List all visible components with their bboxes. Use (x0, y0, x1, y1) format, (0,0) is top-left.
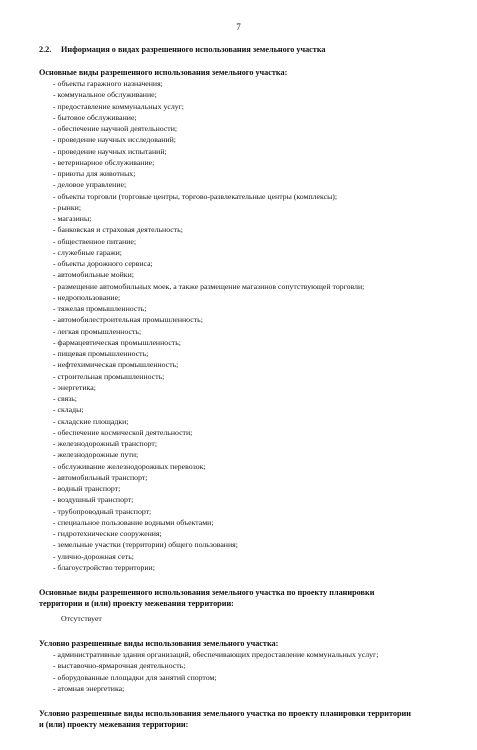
list-item: - рынки; (53, 202, 81, 212)
list-item: - атомная энергетика; (53, 683, 125, 693)
conditional-uses-list (39, 649, 451, 694)
list-item: - автомобильный транспорт; (53, 472, 148, 482)
list-item: - банковская и страховая деятельность; (53, 225, 183, 235)
list-item: - автомобильные мойки; (53, 270, 134, 280)
section-heading (39, 44, 451, 55)
list-item: - приюты для животных; (53, 169, 136, 178)
conditional-uses-heading: Условно разрешенные виды использования земельного участка: (39, 639, 279, 648)
list-item: - служебные гаражи; (53, 247, 122, 257)
list-item: - строительная промышленность; (53, 371, 165, 381)
section-title: Информация о видах разрешенного использования земельного участка (61, 45, 326, 54)
list-item: - объекты гаражного назначения; (53, 79, 163, 88)
list-item: - легкая промышленность; (53, 326, 142, 336)
list-item: - предоставление коммунальных услуг; (53, 101, 184, 111)
main-uses-plan-heading-line2: территории и (или) проекту межевания территории: (39, 599, 234, 608)
list-item: - земельные участки (территории) общего пользования; (53, 540, 238, 550)
list-item: - проведение научных испытаний; (53, 146, 167, 156)
list-item: - проведение научных исследований; (53, 135, 176, 145)
list-item: - железнодорожные пути; (53, 450, 139, 460)
list-item: - объекты дорожного сервиса; (53, 259, 153, 268)
list-item: - нефтехимическая промышленность; (53, 360, 179, 370)
list-item: - обеспечение научной деятельности; (53, 124, 178, 133)
list-item: - энергетика; (53, 382, 96, 392)
list-item: - недропользование; (53, 292, 121, 302)
list-item: - магазины; (53, 214, 92, 223)
list-item: - размещение автомобильных моек, а также размещение магазинов сопутствующей торговли; (53, 281, 365, 291)
list-item: - благоустройство территории; (53, 562, 155, 572)
main-uses-plan-text: Отсутствует (61, 614, 102, 623)
list-item: - воздушный транспорт; (53, 495, 134, 505)
list-item: - обслуживание железнодорожных перевозок; (53, 461, 206, 471)
list-item: - объекты торговли (торговые центры, торгово-развлекательные центры (комплексы); (53, 191, 338, 201)
list-item: - водный транспорт; (53, 484, 121, 493)
list-item: - коммунальное обслуживание; (53, 90, 157, 100)
list-item: - специальное пользование водными объектами; (53, 517, 214, 527)
list-item: - ветеринарное обслуживание; (53, 157, 155, 167)
list-item: - трубопроводный транспорт; (53, 506, 152, 516)
list-item: - бытовое обслуживание; (53, 112, 137, 122)
list-item: - пищевая промышленность; (53, 349, 149, 358)
list-item: - выставочно-ярмарочная деятельность; (53, 661, 186, 671)
list-item: - фармацевтическая промышленность; (53, 337, 181, 347)
conditional-uses-plan-heading-line2: и (или) проекту межевания территории: (39, 720, 189, 729)
page-number: 7 (236, 22, 241, 32)
main-uses-heading: Основные виды разрешенного использования земельного участка: (39, 68, 288, 77)
list-item: - оборудованные площадки для занятий спортом; (53, 672, 217, 682)
list-item: - железнодорожный транспорт; (53, 439, 157, 448)
list-item: - обеспечение космической деятельности; (53, 427, 193, 437)
list-item: - автомобилестроительная промышленность; (53, 315, 203, 325)
list-item: - общественное питание; (53, 236, 137, 246)
section-number: 2.2. (39, 45, 52, 54)
main-uses-plan-heading-line1: Основные виды разрешенного использования земельного участка по проекту планировки (39, 588, 375, 597)
conditional-uses-plan-heading-line1: Условно разрешенные виды использования земельного участка по проекту планировки территории (39, 709, 411, 718)
page-content (39, 44, 451, 730)
list-item: - складские площадки; (53, 416, 129, 426)
list-item: - тяжелая промышленность; (53, 304, 147, 313)
list-item: - склады; (53, 405, 84, 415)
list-item: - улично-дорожная сеть; (53, 551, 134, 561)
list-item: - административные здания организаций, обеспечивающих предоставление коммунальных услуг; (53, 650, 379, 659)
list-item: - деловое управление; (53, 180, 127, 190)
main-uses-list (39, 78, 451, 573)
list-item: - связь; (53, 394, 77, 403)
list-item: - гидротехнические сооружения; (53, 529, 162, 538)
